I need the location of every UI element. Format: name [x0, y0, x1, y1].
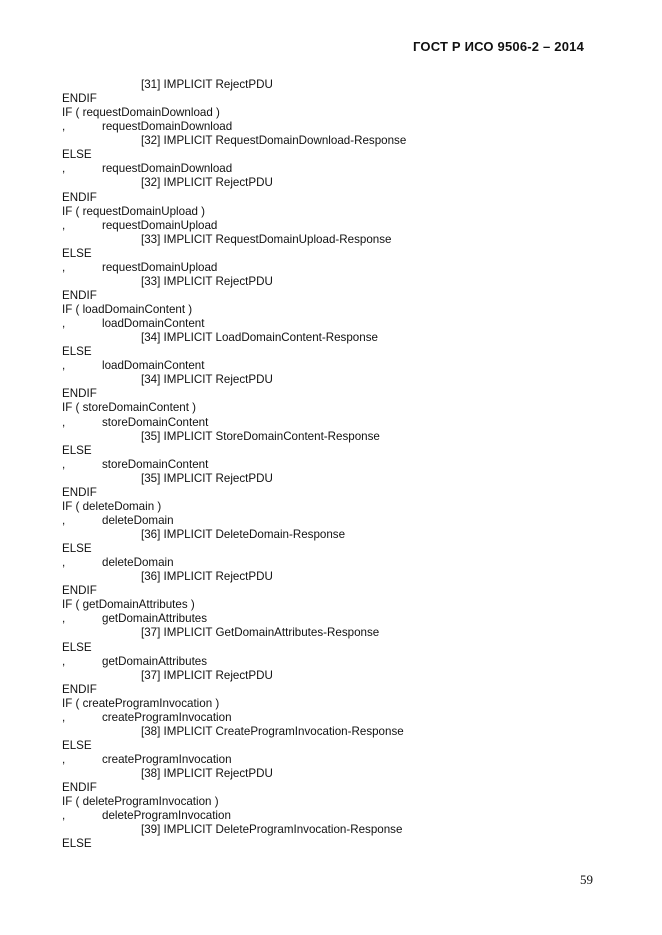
code-line [62, 289, 602, 303]
code-line [62, 416, 602, 430]
code-line-comma: , [62, 317, 66, 331]
code-line-text: IF ( getDomainAttributes ) [62, 598, 195, 612]
code-line [62, 92, 602, 106]
code-line-text: ENDIF [62, 92, 97, 106]
code-line [62, 430, 602, 444]
code-line-text: ELSE [62, 837, 92, 851]
code-line [62, 528, 602, 542]
code-line [62, 373, 602, 387]
code-line-text: loadDomainContent [102, 359, 205, 373]
code-line-text: [38] IMPLICIT CreateProgramInvocation-Response [141, 724, 404, 738]
code-line [62, 472, 602, 486]
code-line-text: requestDomainUpload [102, 218, 218, 232]
code-line [62, 556, 602, 570]
code-line [62, 205, 602, 219]
code-line-text: [37] IMPLICIT GetDomainAttributes-Response [141, 626, 380, 640]
code-line-text: ENDIF [62, 190, 97, 204]
code-line-text: IF ( storeDomainContent ) [62, 401, 197, 415]
code-line [62, 401, 602, 415]
code-line-comma: , [62, 162, 66, 176]
code-line [62, 669, 602, 683]
code-line [62, 106, 602, 120]
code-line [62, 176, 602, 190]
code-line [62, 584, 602, 598]
code-line-text: ELSE [62, 640, 92, 654]
code-line [62, 514, 602, 528]
code-line [62, 823, 602, 837]
code-line [62, 753, 602, 767]
code-line [62, 781, 602, 795]
code-line-text: IF ( createProgramInvocation ) [62, 696, 220, 710]
code-line [62, 612, 602, 626]
code-line-text: IF ( requestDomainUpload ) [62, 204, 206, 218]
code-line-text: [33] IMPLICIT RequestDomainUpload-Response [141, 232, 392, 246]
code-line [62, 148, 602, 162]
code-line [62, 697, 602, 711]
code-line-text: ELSE [62, 345, 92, 359]
code-line-text: ENDIF [62, 288, 97, 302]
code-line-text: deleteDomain [102, 556, 174, 570]
code-line-text: [36] IMPLICIT RejectPDU [141, 570, 273, 584]
code-line-text: ELSE [62, 738, 92, 752]
code-line-comma: , [62, 710, 66, 724]
code-line-text: createProgramInvocation [102, 753, 232, 766]
code-line [62, 725, 602, 739]
code-line-text: [34] IMPLICIT RejectPDU [141, 373, 273, 387]
code-line-text: ENDIF [62, 387, 97, 401]
code-line-text: getDomainAttributes [102, 612, 208, 626]
code-line-text: getDomainAttributes [102, 654, 208, 668]
code-line [62, 275, 602, 289]
code-line-text: IF ( deleteDomain ) [62, 499, 162, 513]
code-line [62, 655, 602, 669]
code-line-text: [36] IMPLICIT DeleteDomain-Response [141, 528, 346, 541]
code-line-comma: , [62, 654, 66, 668]
code-line [62, 486, 602, 500]
page-number: 59 [580, 872, 593, 887]
code-line [62, 711, 602, 725]
code-line-text: storeDomainContent [102, 457, 209, 471]
code-line-comma: , [62, 457, 66, 471]
code-line-text: ENDIF [62, 682, 97, 696]
code-line-text: ENDIF [62, 584, 97, 598]
code-line [62, 219, 602, 233]
code-line-comma: , [62, 260, 66, 274]
code-line [62, 387, 602, 401]
document-header: ГОСТ Р ИСО 9506-2 – 2014 [413, 39, 584, 54]
code-line-comma: , [62, 556, 66, 570]
code-line [62, 303, 602, 317]
code-line-text: deleteProgramInvocation [102, 809, 231, 823]
code-line-text: loadDomainContent [102, 317, 205, 331]
code-line-text: ELSE [62, 246, 92, 260]
code-line [62, 683, 602, 697]
code-line-text: [31] IMPLICIT RejectPDU [141, 78, 273, 91]
code-line [62, 837, 602, 851]
code-line [62, 331, 602, 345]
code-line-text: ENDIF [62, 781, 97, 795]
code-line-text: [38] IMPLICIT RejectPDU [141, 767, 273, 781]
code-line-text: requestDomainUpload [102, 260, 218, 274]
code-line [62, 162, 602, 176]
code-line-text: [32] IMPLICIT RejectPDU [141, 176, 273, 190]
code-line [62, 261, 602, 275]
code-line [62, 345, 602, 359]
code-line-text: deleteDomain [102, 513, 174, 527]
code-line-text: createProgramInvocation [102, 710, 232, 724]
code-line [62, 233, 602, 247]
code-line-text: ELSE [62, 542, 92, 556]
code-line-text: [34] IMPLICIT LoadDomainContent-Response [141, 331, 378, 345]
code-line [62, 767, 602, 781]
code-line [62, 500, 602, 514]
code-line-comma: , [62, 120, 66, 134]
code-line [62, 317, 602, 331]
code-line-text: IF ( requestDomainDownload ) [62, 106, 220, 120]
code-line [62, 78, 602, 92]
code-line-text: storeDomainContent [102, 415, 209, 429]
code-line-text: requestDomainDownload [102, 120, 233, 134]
code-line [62, 542, 602, 556]
code-line-comma: , [62, 359, 66, 373]
code-line-comma: , [62, 415, 66, 429]
code-line [62, 641, 602, 655]
code-line-text: [35] IMPLICIT RejectPDU [141, 471, 273, 485]
code-line-text: [39] IMPLICIT DeleteProgramInvocation-Response [141, 823, 403, 837]
code-line-text: ENDIF [62, 485, 97, 499]
code-line [62, 134, 602, 148]
code-line-text: ELSE [62, 443, 92, 457]
code-line-comma: , [62, 612, 66, 626]
code-line [62, 795, 602, 809]
code-line-comma: , [62, 753, 66, 766]
code-line [62, 120, 602, 134]
code-line-text: IF ( deleteProgramInvocation ) [62, 795, 219, 809]
code-line [62, 191, 602, 205]
code-line [62, 444, 602, 458]
code-line [62, 739, 602, 753]
code-line [62, 247, 602, 261]
code-line-comma: , [62, 218, 66, 232]
code-line-comma: , [62, 809, 66, 823]
code-line [62, 598, 602, 612]
code-line-text: [35] IMPLICIT StoreDomainContent-Response [141, 429, 380, 443]
code-line [62, 626, 602, 640]
code-line-text: ELSE [62, 148, 92, 162]
code-line-text: [32] IMPLICIT RequestDomainDownload-Response [141, 134, 407, 148]
code-line-comma: , [62, 513, 66, 527]
code-line-text: IF ( loadDomainContent ) [62, 303, 193, 316]
asn1-code-block [62, 78, 602, 851]
code-line [62, 359, 602, 373]
code-line-text: [37] IMPLICIT RejectPDU [141, 668, 273, 682]
code-line [62, 809, 602, 823]
code-line-text: [33] IMPLICIT RejectPDU [141, 274, 273, 288]
code-line-text: requestDomainDownload [102, 162, 233, 176]
code-line [62, 458, 602, 472]
code-line [62, 570, 602, 584]
